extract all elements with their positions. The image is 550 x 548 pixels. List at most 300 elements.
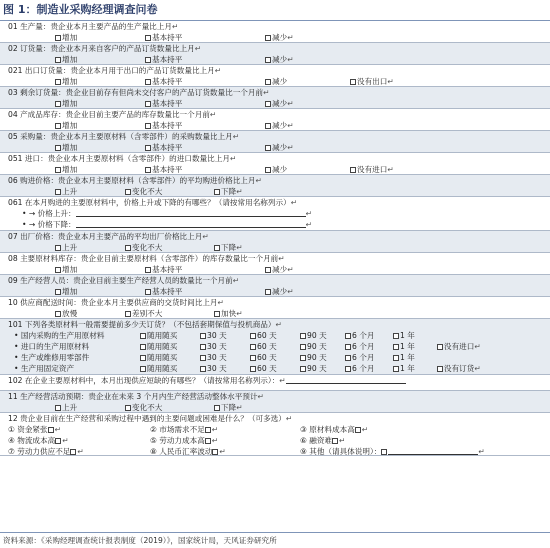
checkbox-icon[interactable] xyxy=(393,333,399,339)
question-row xyxy=(0,253,550,275)
answer-blank[interactable] xyxy=(76,208,306,217)
checkbox-icon[interactable] xyxy=(265,101,271,107)
checkbox-icon[interactable] xyxy=(300,333,306,339)
q9-option[interactable] xyxy=(55,242,77,253)
question-text xyxy=(8,109,216,120)
q15-option[interactable] xyxy=(214,402,243,413)
checkbox-icon[interactable] xyxy=(355,427,361,433)
q3-option-label: 基本持平 xyxy=(152,99,183,108)
checkbox-icon[interactable] xyxy=(55,311,61,317)
question-label: 08 主要原材料库存：贵企业目前主要原材料（含零部件）的库存数量比一个月前 xyxy=(8,254,279,263)
lead-time-option-label: 6 个月 xyxy=(352,331,375,340)
checkbox-icon[interactable] xyxy=(125,311,131,317)
paragraph-mark: ↵ xyxy=(478,447,485,456)
checkbox-icon[interactable] xyxy=(125,189,131,195)
question-label: 102 在企业主要原材料中，本月出现供应短缺的有哪些？（请按常用名称列示）： xyxy=(8,376,280,385)
issue-label: ③ 原材料成本高 xyxy=(300,425,355,434)
q5-option[interactable] xyxy=(55,142,77,153)
lead-time-option[interactable] xyxy=(393,330,415,341)
q10-option-label: 减少 xyxy=(272,265,288,274)
q7-option[interactable] xyxy=(55,186,77,197)
lead-time-option[interactable] xyxy=(300,352,327,363)
q7-option-label: 下降 xyxy=(221,187,237,196)
checkbox-icon[interactable] xyxy=(200,355,206,361)
paragraph-mark: ↵ xyxy=(211,436,219,445)
paragraph-mark: ↵ xyxy=(287,287,294,296)
q4-option-label: 基本持平 xyxy=(152,121,183,130)
question-label: 051 进口：贵企业本月主要原材料（含零部件）的进口数量比上月 xyxy=(8,154,230,163)
shortage-blank[interactable] xyxy=(286,375,406,384)
checkbox-icon[interactable] xyxy=(145,57,151,63)
question-text xyxy=(8,175,262,186)
price-change-label: • → 价格上升： xyxy=(22,209,76,218)
lead-time-option-label: 90 天 xyxy=(307,331,327,340)
q4-option[interactable] xyxy=(55,120,77,131)
q0-option-label: 减少 xyxy=(272,33,288,42)
checkbox-icon[interactable] xyxy=(200,366,206,372)
q6-option-label: 减少 xyxy=(272,165,288,174)
lead-time-option-label: 30 天 xyxy=(207,331,227,340)
q7-option[interactable] xyxy=(214,186,243,197)
lead-time-option-label: 6 个月 xyxy=(352,342,375,351)
lead-time-option[interactable] xyxy=(200,330,227,341)
material-type-text: • 进口的生产用原材料 xyxy=(14,342,90,351)
material-type-label xyxy=(14,341,89,352)
checkbox-icon[interactable] xyxy=(55,189,61,195)
paragraph-mark: ↵ xyxy=(257,392,264,401)
q6-option[interactable] xyxy=(350,164,394,175)
q1-option[interactable] xyxy=(265,54,294,65)
lead-time-option-label: 30 天 xyxy=(207,353,227,362)
checkbox-icon[interactable] xyxy=(393,366,399,372)
lead-time-option-label: 90 天 xyxy=(307,364,327,373)
question-label: 03 剩余订货量：贵企业目前存有但尚未交付客户的产品订货数量比一个月前 xyxy=(8,88,264,97)
question-row xyxy=(0,87,550,109)
paragraph-mark: ↵ xyxy=(279,376,286,385)
checkbox-icon[interactable] xyxy=(205,427,211,433)
lead-time-option-label: 6 个月 xyxy=(352,364,375,373)
paragraph-mark: ↵ xyxy=(219,447,226,456)
material-type-label xyxy=(14,363,74,374)
q11-option[interactable] xyxy=(55,286,77,297)
lead-time-option[interactable] xyxy=(200,341,227,352)
lead-time-option-label: 90 天 xyxy=(307,353,327,362)
q12-option-label: 放慢 xyxy=(62,309,78,318)
paragraph-mark: ↵ xyxy=(287,55,294,64)
question-text xyxy=(8,43,201,54)
q3-option[interactable] xyxy=(265,98,294,109)
question-label: 021 出口订货量：贵企业本月用于出口的产品订货数量比上月 xyxy=(8,66,215,75)
checkbox-icon[interactable] xyxy=(250,366,256,372)
paragraph-mark: ↵ xyxy=(77,447,84,456)
q9-option[interactable] xyxy=(125,242,162,253)
q2-option[interactable] xyxy=(55,76,77,87)
checkbox-icon[interactable] xyxy=(145,35,151,41)
q5-option[interactable] xyxy=(145,142,182,153)
lead-time-option-label: 60 天 xyxy=(257,331,277,340)
checkbox-icon[interactable] xyxy=(265,57,271,63)
checkbox-icon[interactable] xyxy=(200,333,206,339)
checkbox-icon[interactable] xyxy=(55,57,61,63)
paragraph-mark: ↵ xyxy=(387,165,394,174)
question-row xyxy=(0,153,550,175)
question-row xyxy=(0,413,550,456)
checkbox-icon[interactable] xyxy=(145,123,151,129)
issue-option[interactable] xyxy=(300,424,368,435)
checkbox-icon[interactable] xyxy=(140,366,146,372)
price-change-line xyxy=(22,219,312,230)
checkbox-icon[interactable] xyxy=(350,167,356,173)
checkbox-icon[interactable] xyxy=(265,35,271,41)
question-row xyxy=(0,275,550,297)
lead-time-option-label: 30 天 xyxy=(207,342,227,351)
issue-option[interactable] xyxy=(8,424,61,435)
checkbox-icon[interactable] xyxy=(145,101,151,107)
q15-option-label: 上升 xyxy=(62,403,78,412)
lead-time-option[interactable] xyxy=(345,352,374,363)
lead-time-option-label: 30 天 xyxy=(207,364,227,373)
q3-option[interactable] xyxy=(55,98,77,109)
question-text xyxy=(8,375,406,386)
checkbox-icon[interactable] xyxy=(214,245,220,251)
lead-time-option-label: 6 个月 xyxy=(352,353,375,362)
checkbox-icon[interactable] xyxy=(55,35,61,41)
checkbox-icon[interactable] xyxy=(55,405,61,411)
q0-option[interactable] xyxy=(265,32,294,43)
q11-option-label: 增加 xyxy=(62,287,78,296)
question-text xyxy=(8,131,239,142)
question-label: 06 购进价格：贵企业本月主要原材料（含零部件）的平均购进价格比上月 xyxy=(8,176,256,185)
q2-option[interactable] xyxy=(145,76,182,87)
q6-option-label: 基本持平 xyxy=(152,165,183,174)
checkbox-icon[interactable] xyxy=(214,189,220,195)
paragraph-mark: ↵ xyxy=(62,436,69,445)
issue-option[interactable] xyxy=(8,435,69,446)
checkbox-icon[interactable] xyxy=(345,355,351,361)
q15-option[interactable] xyxy=(125,402,162,413)
issue-label: ⑨ 其他（请具体说明）： xyxy=(300,447,382,456)
source-divider xyxy=(0,532,550,533)
question-label: 07 出厂价格：贵企业本月主要产品的平均出厂价格比上月 xyxy=(8,232,203,241)
q3-option-label: 减少 xyxy=(272,99,288,108)
paragraph-mark: ↵ xyxy=(474,342,481,351)
question-label: 11 生产经营活动预期：贵企业在未来 3 个月内生产经营活动整体水平预计 xyxy=(8,392,258,401)
lead-time-option[interactable] xyxy=(250,352,277,363)
lead-time-option[interactable] xyxy=(300,330,327,341)
lead-time-option[interactable] xyxy=(345,330,374,341)
checkbox-icon[interactable] xyxy=(145,289,151,295)
issue-option[interactable] xyxy=(8,446,84,457)
question-text xyxy=(8,231,209,242)
q12-option[interactable] xyxy=(55,308,77,319)
checkbox-icon[interactable] xyxy=(393,344,399,350)
question-row xyxy=(0,175,550,197)
checkbox-icon[interactable] xyxy=(125,245,131,251)
paragraph-mark: ↵ xyxy=(255,176,262,185)
material-type-label xyxy=(14,330,104,341)
q10-option-label: 基本持平 xyxy=(152,265,183,274)
paragraph-mark: ↵ xyxy=(236,187,243,196)
paragraph-mark: ↵ xyxy=(194,44,202,53)
checkbox-icon[interactable] xyxy=(250,355,256,361)
other-explain-blank[interactable] xyxy=(388,446,478,455)
q5-option-label: 基本持平 xyxy=(152,143,183,152)
q1-option[interactable] xyxy=(145,54,182,65)
checkbox-icon[interactable] xyxy=(145,267,151,273)
q11-option[interactable] xyxy=(145,286,182,297)
figure-title: 图 1：制造业采购经理调查问卷 xyxy=(3,3,158,16)
paragraph-mark: ↵ xyxy=(202,232,209,241)
q11-option[interactable] xyxy=(265,286,294,297)
checkbox-icon[interactable] xyxy=(265,123,271,129)
checkbox-icon[interactable] xyxy=(332,438,338,444)
paragraph-mark: ↵ xyxy=(305,220,313,229)
lead-time-option[interactable] xyxy=(393,352,415,363)
question-row xyxy=(0,319,550,375)
checkbox-icon[interactable] xyxy=(345,333,351,339)
checkbox-icon[interactable] xyxy=(125,405,131,411)
q0-option-label: 基本持平 xyxy=(152,33,183,42)
q12-option[interactable] xyxy=(214,308,243,319)
q6-option[interactable] xyxy=(55,164,77,175)
q2-option-label: 基本持平 xyxy=(152,77,183,86)
q7-option-label: 变化不大 xyxy=(132,187,163,196)
q11-option-label: 基本持平 xyxy=(152,287,183,296)
question-row xyxy=(0,65,550,87)
q6-option-label: 没有进口 xyxy=(357,165,388,174)
paragraph-mark: ↵ xyxy=(211,425,219,434)
paragraph-mark: ↵ xyxy=(236,403,243,412)
q15-option[interactable] xyxy=(55,402,77,413)
paragraph-mark: ↵ xyxy=(54,425,61,434)
checkbox-icon[interactable] xyxy=(55,245,61,251)
lead-time-option[interactable] xyxy=(345,341,374,352)
checkbox-icon[interactable] xyxy=(265,79,271,85)
issue-option[interactable] xyxy=(150,435,218,446)
checkbox-icon[interactable] xyxy=(200,344,206,350)
question-text xyxy=(8,65,221,76)
lead-time-option-label: 60 天 xyxy=(257,342,277,351)
q9-option-label: 上升 xyxy=(62,243,78,252)
checkbox-icon[interactable] xyxy=(300,366,306,372)
q12-option[interactable] xyxy=(125,308,162,319)
checkbox-icon[interactable] xyxy=(55,145,61,151)
issue-label: ⑤ 劳动力成本高 xyxy=(150,436,205,445)
issue-option[interactable] xyxy=(150,424,218,435)
checkbox-icon[interactable] xyxy=(300,355,306,361)
checkbox-icon[interactable] xyxy=(55,123,61,129)
price-change-line xyxy=(22,208,312,219)
question-text xyxy=(8,197,297,208)
checkbox-icon[interactable] xyxy=(55,289,61,295)
lead-time-option[interactable] xyxy=(200,363,227,374)
q2-option[interactable] xyxy=(350,76,394,87)
lead-time-option-label: 1 年 xyxy=(400,331,415,340)
checkbox-icon[interactable] xyxy=(145,167,151,173)
q7-option-label: 上升 xyxy=(62,187,78,196)
checkbox-icon[interactable] xyxy=(345,344,351,350)
question-row xyxy=(0,131,550,153)
paragraph-mark: ↵ xyxy=(287,265,294,274)
lead-time-option[interactable] xyxy=(140,352,177,363)
paragraph-mark: ↵ xyxy=(287,121,294,130)
question-text xyxy=(8,319,282,330)
q9-option-label: 变化不大 xyxy=(132,243,163,252)
issue-option[interactable] xyxy=(300,446,485,457)
paragraph-mark: ↵ xyxy=(287,33,294,42)
checkbox-icon[interactable] xyxy=(393,355,399,361)
checkbox-icon[interactable] xyxy=(140,355,146,361)
checkbox-icon[interactable] xyxy=(48,427,54,433)
lead-time-option[interactable] xyxy=(200,352,227,363)
source-note: 资料来源：《采购经理调查统计报表制度（2019）》，国家统计局，天风证券研究所 xyxy=(3,536,277,545)
question-label: 05 采购量：贵企业本月主要原材料（含零部件）的采购数量比上月 xyxy=(8,132,233,141)
checkbox-icon[interactable] xyxy=(437,366,443,372)
question-row xyxy=(0,197,550,231)
lead-time-option-label: 60 天 xyxy=(257,364,277,373)
question-row xyxy=(0,43,550,65)
checkbox-icon[interactable] xyxy=(140,344,146,350)
q6-option[interactable] xyxy=(145,164,182,175)
checkbox-icon[interactable] xyxy=(214,311,220,317)
paragraph-mark: ↵ xyxy=(287,143,294,152)
lead-time-option[interactable] xyxy=(300,341,327,352)
paragraph-mark: ↵ xyxy=(290,198,298,207)
question-label: 101 下列各类原材料一般需要提前多少天订货？（不包括套期保值与投机商品） xyxy=(8,320,276,329)
q10-option[interactable] xyxy=(145,264,182,275)
checkbox-icon[interactable] xyxy=(140,333,146,339)
q15-option-label: 变化不大 xyxy=(132,403,163,412)
checkbox-icon[interactable] xyxy=(205,438,211,444)
lead-time-option[interactable] xyxy=(300,363,327,374)
question-text xyxy=(8,413,292,424)
paragraph-mark: ↵ xyxy=(278,254,285,263)
issue-label: ② 市场需求不足 xyxy=(150,425,205,434)
checkbox-icon[interactable] xyxy=(55,167,61,173)
checkbox-icon[interactable] xyxy=(345,366,351,372)
answer-blank[interactable] xyxy=(76,219,306,228)
checkbox-icon[interactable] xyxy=(70,449,76,455)
question-row xyxy=(0,297,550,319)
checkbox-icon[interactable] xyxy=(350,79,356,85)
q7-option[interactable] xyxy=(125,186,162,197)
lead-time-option[interactable] xyxy=(345,363,374,374)
question-label: 10 供应商配送时间：贵企业本月主要供应商的交货时间比上月 xyxy=(8,298,218,307)
question-text xyxy=(8,275,239,286)
issue-label: ④ 物流成本高 xyxy=(8,436,56,445)
lead-time-option[interactable] xyxy=(437,341,481,352)
paragraph-mark: ↵ xyxy=(275,320,282,329)
q4-option[interactable] xyxy=(265,120,294,131)
question-label: 04 产成品库存：贵企业目前主要产品的库存数量比一个月前 xyxy=(8,110,210,119)
lead-time-option-label: 随用随买 xyxy=(147,353,178,362)
lead-time-option[interactable] xyxy=(140,330,177,341)
question-text xyxy=(8,253,285,264)
lead-time-option[interactable] xyxy=(393,341,415,352)
checkbox-icon[interactable] xyxy=(55,267,61,273)
q10-option-label: 增加 xyxy=(62,265,78,274)
paragraph-mark: ↵ xyxy=(339,436,346,445)
checkbox-icon[interactable] xyxy=(437,344,443,350)
paragraph-mark: ↵ xyxy=(209,110,217,119)
lead-time-option[interactable] xyxy=(140,341,177,352)
lead-time-option[interactable] xyxy=(250,341,277,352)
lead-time-option[interactable] xyxy=(140,363,177,374)
q2-option-label: 没有出口 xyxy=(357,77,388,86)
checkbox-icon[interactable] xyxy=(214,405,220,411)
question-text xyxy=(8,391,264,402)
paragraph-mark: ↵ xyxy=(232,276,240,285)
issue-option[interactable] xyxy=(150,446,226,457)
issue-label: ⑦ 劳动力供应不足 xyxy=(8,447,71,456)
q0-option[interactable] xyxy=(55,32,77,43)
q3-option-label: 增加 xyxy=(62,99,78,108)
q10-option[interactable] xyxy=(265,264,294,275)
checkbox-icon[interactable] xyxy=(265,145,271,151)
question-text xyxy=(8,21,178,32)
q10-option[interactable] xyxy=(55,264,77,275)
checkbox-icon[interactable] xyxy=(55,101,61,107)
checkbox-icon[interactable] xyxy=(300,344,306,350)
q11-option-label: 减少 xyxy=(272,287,288,296)
lead-time-option[interactable] xyxy=(250,363,277,374)
checkbox-icon[interactable] xyxy=(381,449,387,455)
question-row xyxy=(0,391,550,413)
checkbox-icon[interactable] xyxy=(265,289,271,295)
q2-option-label: 减少 xyxy=(272,77,288,86)
q9-option[interactable] xyxy=(214,242,243,253)
question-text xyxy=(8,297,224,308)
issue-option[interactable] xyxy=(300,435,345,446)
q9-option-label: 下降 xyxy=(221,243,237,252)
q0-option[interactable] xyxy=(145,32,182,43)
checkbox-icon[interactable] xyxy=(145,79,151,85)
checkbox-icon[interactable] xyxy=(212,449,218,455)
paragraph-mark: ↵ xyxy=(387,77,394,86)
lead-time-option-label: 随用随买 xyxy=(147,364,178,373)
q6-option-label: 增加 xyxy=(62,165,78,174)
question-label: 01 生产量：贵企业本月主要产品的生产量比上月 xyxy=(8,22,172,31)
checkbox-icon[interactable] xyxy=(55,438,61,444)
checkbox-icon[interactable] xyxy=(55,79,61,85)
lead-time-option[interactable] xyxy=(437,363,481,374)
paragraph-mark: ↵ xyxy=(236,243,243,252)
q4-option-label: 增加 xyxy=(62,121,78,130)
checkbox-icon[interactable] xyxy=(250,344,256,350)
paragraph-mark: ↵ xyxy=(171,22,179,31)
q2-option[interactable] xyxy=(265,76,287,87)
checkbox-icon[interactable] xyxy=(250,333,256,339)
lead-time-option[interactable] xyxy=(393,363,415,374)
material-type-text: • 国内采购的生产用原材料 xyxy=(14,331,105,340)
paragraph-mark: ↵ xyxy=(214,66,222,75)
checkbox-icon[interactable] xyxy=(145,145,151,151)
q1-option-label: 减少 xyxy=(272,55,288,64)
price-change-label: • → 价格下降： xyxy=(22,220,76,229)
checkbox-icon[interactable] xyxy=(265,167,271,173)
q6-option[interactable] xyxy=(265,164,287,175)
q4-option-label: 减少 xyxy=(272,121,288,130)
paragraph-mark: ↵ xyxy=(263,88,270,97)
q3-option[interactable] xyxy=(145,98,182,109)
question-row xyxy=(0,231,550,253)
material-type-text: • 生产或维修用零部件 xyxy=(14,353,90,362)
q1-option[interactable] xyxy=(55,54,77,65)
lead-time-option[interactable] xyxy=(250,330,277,341)
q4-option[interactable] xyxy=(145,120,182,131)
q5-option[interactable] xyxy=(265,142,294,153)
checkbox-icon[interactable] xyxy=(265,267,271,273)
